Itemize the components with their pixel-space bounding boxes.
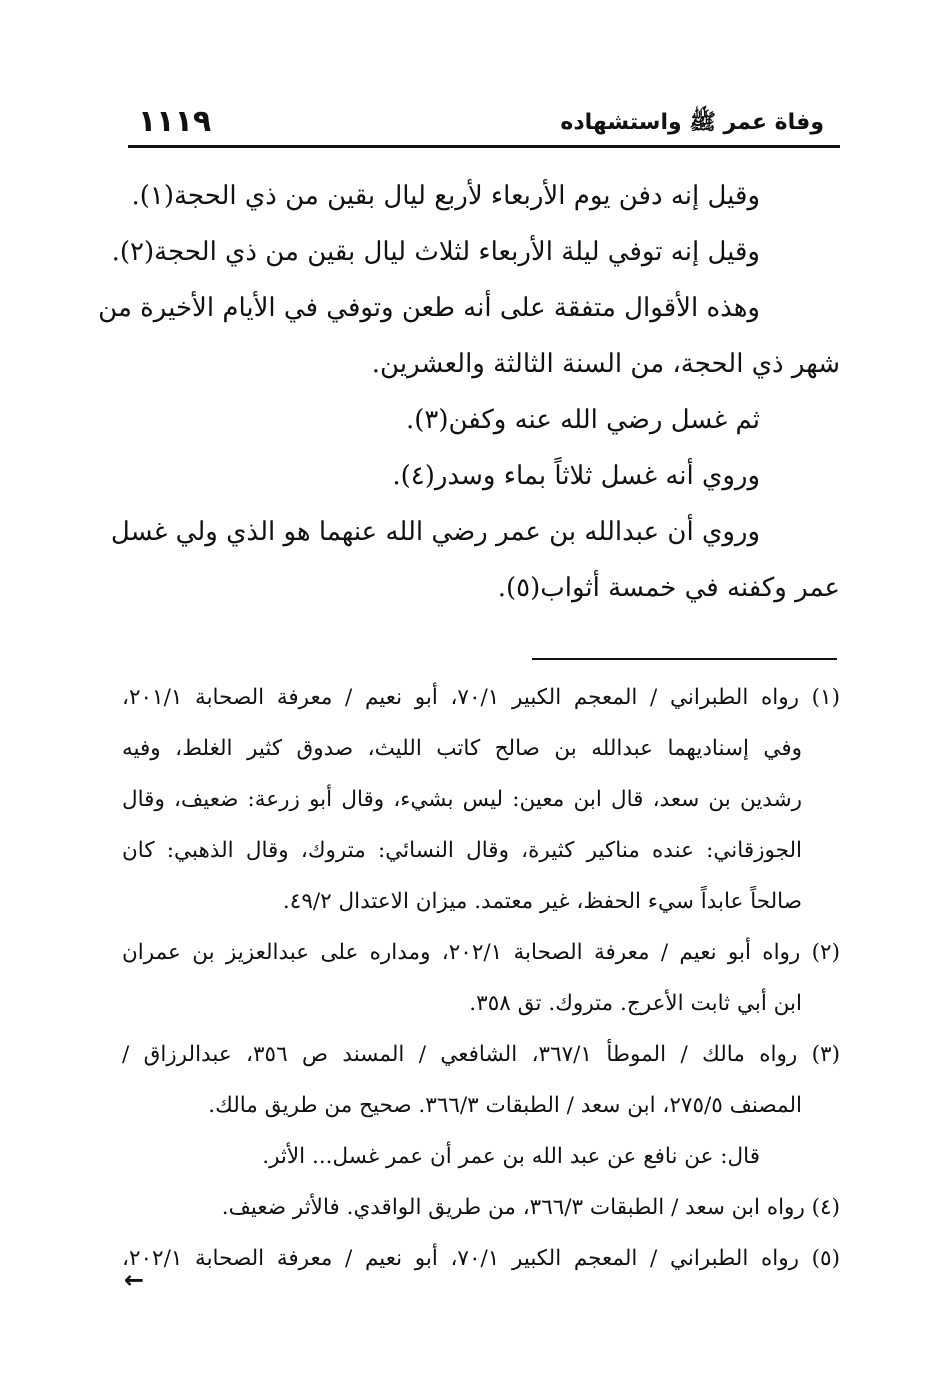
main-text (98, 168, 840, 616)
footnote-line: رشدين بن سعد، قال ابن معين: ليس بشيء، وقال أبو زرعة: ضعيف، وقال (122, 787, 802, 812)
body-line: وروي أن عبدالله بن عمر رضي الله عنهما هو الذي ولي غسل (110, 517, 760, 547)
footnote-line: ابن أبي ثابت الأعرج. متروك. تق ٣٥٨. (469, 991, 802, 1016)
body-line: عمر وكفنه في خمسة أثواب(٥). (497, 573, 840, 603)
footnote-rule (532, 658, 837, 660)
footnote-line: (٤) رواه ابن سعد / الطبقات ٣٦٦/٣، من طريق الواقدي. فالأثر ضعيف. (221, 1195, 840, 1220)
continuation-arrow-icon: ← (124, 1266, 145, 1294)
footnote-line: (٣) رواه مالك / الموطأ ٣٦٧/١، الشافعي / المسند ص ٣٥٦، عبدالرزاق / (122, 1042, 840, 1067)
body-line: وهذه الأقوال متفقة على أنه طعن وتوفي في الأيام الأخيرة من (98, 293, 760, 323)
footnote-line: المصنف ٢٧٥/٥، ابن سعد / الطبقات ٣٦٦/٣. صحيح من طريق مالك. (208, 1093, 802, 1118)
body-line: ثم غسل رضي الله عنه وكفن(٣). (405, 405, 760, 435)
body-line: وروي أنه غسل ثلاثاً بماء وسدر(٤). (392, 461, 760, 491)
body-line: شهر ذي الحجة، من السنة الثالثة والعشرين. (371, 349, 840, 379)
footnote-line: قال: عن نافع عن عبد الله بن عمر أن عمر غسل... الأثر. (262, 1144, 760, 1169)
footnote-line: صالحاً عابداً سيء الحفظ، غير معتمد. ميزان الاعتدال ٤٩/٢. (282, 889, 802, 914)
footnote-line: وفي إسناديهما عبدالله بن صالح كاتب الليث، صدوق كثير الغلط، وفيه (122, 736, 802, 761)
page-header (128, 100, 838, 142)
header-rule (128, 145, 840, 148)
footnote-line: (١) رواه الطبراني / المعجم الكبير ٧٠/١، أبو نعيم / معرفة الصحابة ٢٠١/١، (122, 685, 840, 710)
footnotes (122, 672, 840, 1284)
body-line: وقيل إنه توفي ليلة الأربعاء لثلاث ليال بقين من ذي الحجة(٢). (111, 237, 760, 267)
body-line: وقيل إنه دفن يوم الأربعاء لأربع ليال بقين من ذي الحجة(١). (131, 181, 760, 211)
page-number: ١١١٩ (138, 104, 212, 139)
running-title: وفاة عمر ﷺ واستشهاده (560, 110, 824, 135)
footnote-line: (٥) رواه الطبراني / المعجم الكبير ٧٠/١، أبو نعيم / معرفة الصحابة ٢٠٢/١، (122, 1246, 840, 1271)
footnote-line: الجوزقاني: عنده مناكير كثيرة، وقال النسائي: متروك، وقال الذهبي: كان (122, 838, 802, 863)
footnote-line: (٢) رواه أبو نعيم / معرفة الصحابة ٢٠٢/١، ومداره على عبدالعزيز بن عمران (122, 940, 840, 965)
